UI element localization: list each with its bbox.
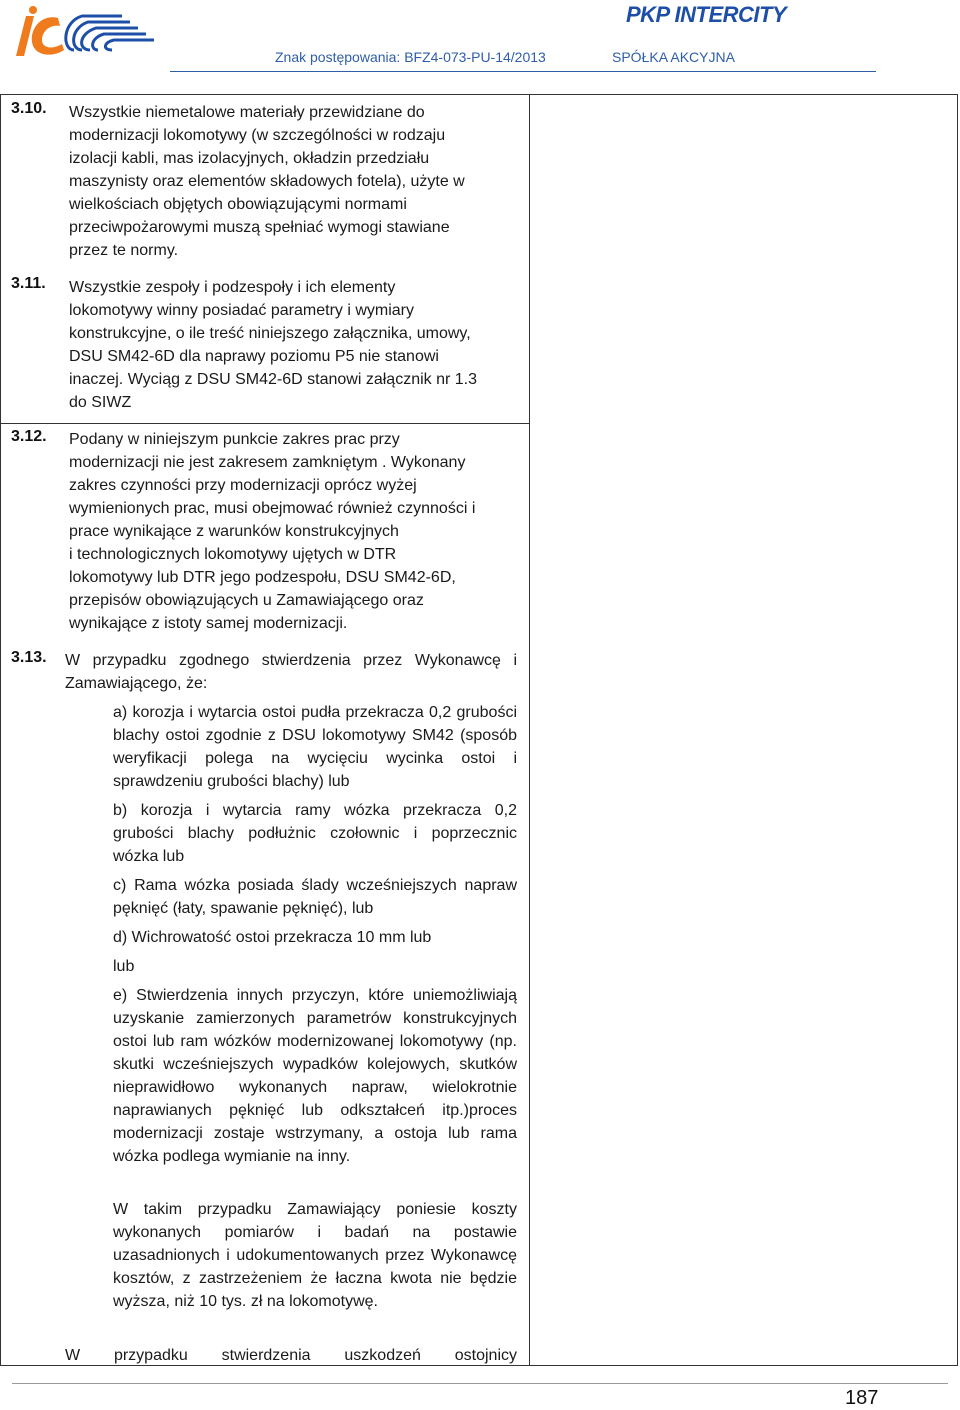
item-3-13-intro: W przypadku zgodnego stwierdzenia przez Wykonawcę i Zamawiającego, że: — [65, 652, 517, 692]
table-column-divider — [529, 94, 530, 1366]
item-3-13-sub-d: d) Wichrowatość ostoi przekracza 10 mm lub — [113, 929, 432, 946]
text-line: wynikające z istoty samej modernizacji. — [69, 615, 348, 632]
procedure-number: Znak postępowania: BFZ4-073-PU-14/2013 — [275, 49, 546, 65]
item-number: 3.10. — [11, 100, 47, 117]
item-number: 3.11. — [11, 275, 46, 292]
footer-rule — [12, 1383, 948, 1384]
text-line: Wszystkie niemetalowe materiały przewidziane do — [69, 104, 425, 121]
item-3-13-sub-a: a) korozja i wytarcia ostoi pudła przekracza 0,2 grubości blachy ostoi zgodnie z DSU lokomotywy SM42 (sposób weryfikacji polega na wycięciu wycinka ostoi i sprawdzeniu grubości blachy) lub — [113, 704, 517, 790]
item-3-13-cost: W takim przypadku Zamawiający poniesie koszty wykonanych pomiarów i badań na postawie uzasadnionych i udokumentowanych przez Wykonawcę kosztów, z zastrzeżeniem że łaczna kwota nie będzie wyższa, niż 10 tys. zł na lokomotywę. — [113, 1201, 517, 1310]
text-line: i technologicznych lokomotywy ujętych w DTR — [69, 546, 397, 563]
text-line: inaczej. Wyciąg z DSU SM42-6D stanowi załącznik nr 1.3 — [69, 371, 478, 388]
item-number: 3.13. — [11, 649, 47, 666]
item-3-13-sub-e: e) Stwierdzenia innych przyczyn, które uniemożliwiają uzyskanie zamierzonych parametrów konstrukcyjnych ostoi lub ram wózków modernizowanej lokomotywy (np. skutki wcześniejszych wypadków kolejowych, skutków nieprawidłowo wykonanych napraw, wielokrotnie naprawianych pęknięć lub odkształceń itp.)proces modernizacji zostaje wstrzymany, a ostoja lub rama wózka podlega wymianie na inny. — [113, 987, 517, 1165]
item-3-13-tail: W przypadku stwierdzenia uszkodzeń ostojnicy — [65, 1347, 517, 1364]
text-line: przez te normy. — [69, 242, 179, 259]
item-3-12-text — [69, 428, 524, 635]
intercity-logo — [12, 4, 162, 64]
text-line: prace wynikające z warunków konstrukcyjnych — [69, 523, 399, 540]
text-line: modernizacji lokomotywy (w szczególności w rodzaju — [69, 127, 446, 144]
text-line: wielkościach objętych obowiązującymi normami — [69, 196, 407, 213]
page-header — [0, 0, 960, 80]
text-line: przepisów obowiązujących u Zamawiającego oraz — [69, 592, 424, 609]
brand-name: PKP INTERCITY — [626, 2, 787, 27]
page-number: 187 — [845, 1387, 879, 1409]
text-line: Podany w niniejszym punkcie zakres prac przy — [69, 431, 400, 448]
item-3-13-sub-lub: lub — [113, 958, 135, 975]
text-line: lokomotywy winny posiadać parametry i wymiary — [69, 302, 414, 319]
text-line: izolacji kabli, mas izolacyjnych, okładzin przedziału — [69, 150, 430, 167]
item-3-13-sub-c: c) Rama wózka posiada ślady wcześniejszych napraw pęknięć (łaty, spawanie pęknięć), lub — [113, 877, 517, 917]
item-3-11-text — [69, 276, 524, 414]
text-line: modernizacji nie jest zakresem zamkniętym . Wykonany — [69, 454, 466, 471]
text-line: maszynisty oraz elementów składowych fotela), użyte w — [69, 173, 465, 190]
text-line: konstrukcyjne, o ile treść niniejszego załącznika, umowy, — [69, 325, 471, 342]
item-number: 3.12. — [11, 428, 47, 445]
item-3-10-text — [69, 101, 524, 262]
text-line: DSU SM42-6D dla naprawy poziomu P5 nie stanowi — [69, 348, 439, 365]
table-row-divider — [0, 423, 530, 424]
text-line: do SIWZ — [69, 394, 132, 411]
item-3-13-sub-b: b) korozja i wytarcia ramy wózka przekracza 0,2 grubości blachy podłużnic czołownic i poprzecznic wózka lub — [113, 802, 517, 865]
header-rule — [170, 71, 876, 72]
text-line: wymienionych prac, musi obejmować również czynności i — [69, 500, 476, 517]
company-type: SPÓŁKA AKCYJNA — [612, 49, 735, 65]
text-line: lokomotywy lub DTR jego podzespołu, DSU SM42-6D, — [69, 569, 456, 586]
text-line: przeciwpożarowymi muszą spełniać wymogi stawiane — [69, 219, 450, 236]
text-line: Wszystkie zespoły i podzespoły i ich elementy — [69, 279, 396, 296]
text-line: zakres czynności przy modernizacji oprócz wyżej — [69, 477, 417, 494]
